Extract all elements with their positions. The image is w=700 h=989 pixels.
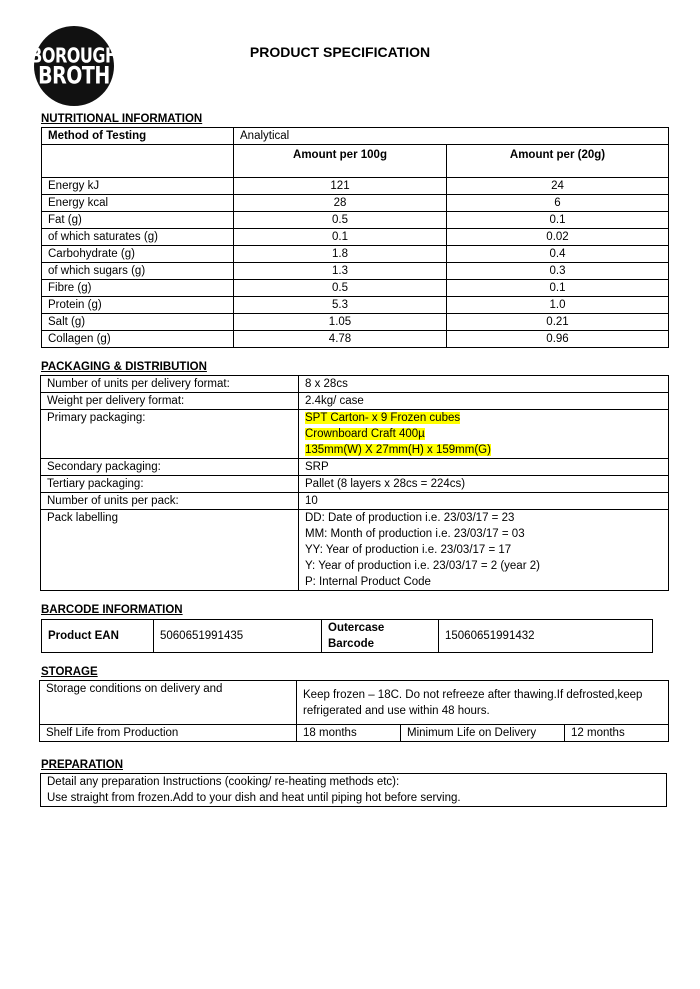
ean-value: 5060651991435	[154, 620, 322, 653]
storage-conditions-line-1: Keep frozen – 18C. Do not refreeze after thawing.If defrosted,keep	[303, 689, 643, 701]
logo-line-2: BROTH	[38, 62, 110, 90]
labelling-line-1: DD: Date of production i.e. 23/03/17 = 23	[305, 512, 515, 524]
outercase-label: Outercase Barcode	[322, 620, 439, 653]
labelling-line-4: Y: Year of production i.e. 23/03/17 = 2 (year 2)	[305, 560, 540, 572]
nutrient-label: Salt (g)	[42, 314, 234, 331]
perpack-label: Number of units per pack:	[41, 493, 299, 510]
packaging-table	[40, 375, 669, 591]
nutrient-label: Carbohydrate (g)	[42, 246, 234, 263]
nutrient-label: of which sugars (g)	[42, 263, 234, 280]
nutrition-row	[42, 263, 669, 280]
primary-label: Primary packaging:	[41, 410, 299, 459]
primary-value	[299, 410, 669, 459]
labelling-value	[299, 510, 669, 591]
col-per-100g: Amount per 100g	[234, 145, 447, 178]
value-per-20g: 6	[447, 195, 669, 212]
secondary-label: Secondary packaging:	[41, 459, 299, 476]
method-value: Analytical	[234, 128, 669, 145]
storage-table	[39, 680, 669, 742]
value-per-20g: 0.3	[447, 263, 669, 280]
nutrient-label: Protein (g)	[42, 297, 234, 314]
nutrient-label: Fibre (g)	[42, 280, 234, 297]
page-title: PRODUCT SPECIFICATION	[249, 44, 431, 60]
value-per-100g: 0.5	[234, 280, 447, 297]
primary-line-2: Crownboard Craft 400µ	[305, 428, 425, 440]
nutrition-rows	[42, 178, 669, 348]
shelf-life-value: 18 months	[297, 725, 401, 742]
min-life-value: 12 months	[565, 725, 669, 742]
col-per-20g: Amount per (20g)	[447, 145, 669, 178]
value-per-100g: 1.05	[234, 314, 447, 331]
labelling-line-2: MM: Month of production i.e. 23/03/17 = 03	[305, 528, 525, 540]
value-per-20g: 24	[447, 178, 669, 195]
nutrition-table	[41, 127, 669, 348]
nutrition-row	[42, 212, 669, 229]
value-per-100g: 4.78	[234, 331, 447, 348]
nutrition-row	[42, 195, 669, 212]
secondary-value: SRP	[299, 459, 669, 476]
value-per-20g: 0.1	[447, 280, 669, 297]
outercase-value: 15060651991432	[439, 620, 653, 653]
brand-logo	[30, 26, 118, 106]
nutrient-label: Collagen (g)	[42, 331, 234, 348]
barcode-heading: BARCODE INFORMATION	[41, 604, 183, 616]
barcode-table	[41, 619, 653, 653]
nutrient-label: Fat (g)	[42, 212, 234, 229]
preparation-line-1: Detail any preparation Instructions (cooking/ re-heating methods etc):	[47, 776, 400, 788]
value-per-100g: 0.5	[234, 212, 447, 229]
shelf-life-label: Shelf Life from Production	[40, 725, 297, 742]
nutrition-row	[42, 314, 669, 331]
nutrition-row	[42, 229, 669, 246]
nutrient-label: of which saturates (g)	[42, 229, 234, 246]
labelling-line-5: P: Internal Product Code	[305, 576, 431, 588]
nutrient-label: Energy kcal	[42, 195, 234, 212]
value-per-100g: 1.3	[234, 263, 447, 280]
nutrition-row	[42, 331, 669, 348]
min-life-label: Minimum Life on Delivery	[401, 725, 565, 742]
weight-label: Weight per delivery format:	[41, 393, 299, 410]
storage-conditions-line-2: refrigerated and use within 48 hours.	[303, 705, 490, 717]
nutrition-header-blank	[42, 145, 234, 178]
weight-value: 2.4kg/ case	[299, 393, 669, 410]
nutrition-row	[42, 280, 669, 297]
preparation-line-2: Use straight from frozen.Add to your dish and heat until piping hot before serving.	[47, 792, 461, 804]
primary-line-3: 135mm(W) X 27mm(H) x 159mm(G)	[305, 444, 491, 456]
ean-label: Product EAN	[42, 620, 154, 653]
value-per-100g: 1.8	[234, 246, 447, 263]
value-per-100g: 28	[234, 195, 447, 212]
value-per-100g: 0.1	[234, 229, 447, 246]
value-per-20g: 0.96	[447, 331, 669, 348]
storage-conditions-label: Storage conditions on delivery and	[40, 681, 297, 725]
labelling-label: Pack labelling	[41, 510, 299, 591]
value-per-20g: 0.4	[447, 246, 669, 263]
logo-line-1: BOROUGH	[30, 43, 118, 68]
storage-conditions-value	[297, 681, 669, 725]
tertiary-label: Tertiary packaging:	[41, 476, 299, 493]
packaging-heading: PACKAGING & DISTRIBUTION	[41, 361, 207, 373]
value-per-20g: 0.21	[447, 314, 669, 331]
nutrition-row	[42, 297, 669, 314]
value-per-20g: 0.1	[447, 212, 669, 229]
value-per-20g: 1.0	[447, 297, 669, 314]
value-per-20g: 0.02	[447, 229, 669, 246]
units-value: 8 x 28cs	[299, 376, 669, 393]
tertiary-value: Pallet (8 layers x 28cs = 224cs)	[299, 476, 669, 493]
labelling-line-3: YY: Year of production i.e. 23/03/17 = 17	[305, 544, 512, 556]
units-label: Number of units per delivery format:	[41, 376, 299, 393]
preparation-table	[40, 773, 667, 807]
preparation-text	[41, 774, 667, 807]
value-per-100g: 121	[234, 178, 447, 195]
nutrition-heading: NUTRITIONAL INFORMATION	[41, 113, 203, 125]
preparation-heading: PREPARATION	[41, 759, 123, 771]
nutrition-row	[42, 246, 669, 263]
nutrient-label: Energy kJ	[42, 178, 234, 195]
nutrition-row	[42, 178, 669, 195]
primary-line-1: SPT Carton- x 9 Frozen cubes	[305, 412, 461, 424]
method-label: Method of Testing	[42, 128, 234, 145]
perpack-value: 10	[299, 493, 669, 510]
value-per-100g: 5.3	[234, 297, 447, 314]
storage-heading: STORAGE	[41, 666, 98, 678]
